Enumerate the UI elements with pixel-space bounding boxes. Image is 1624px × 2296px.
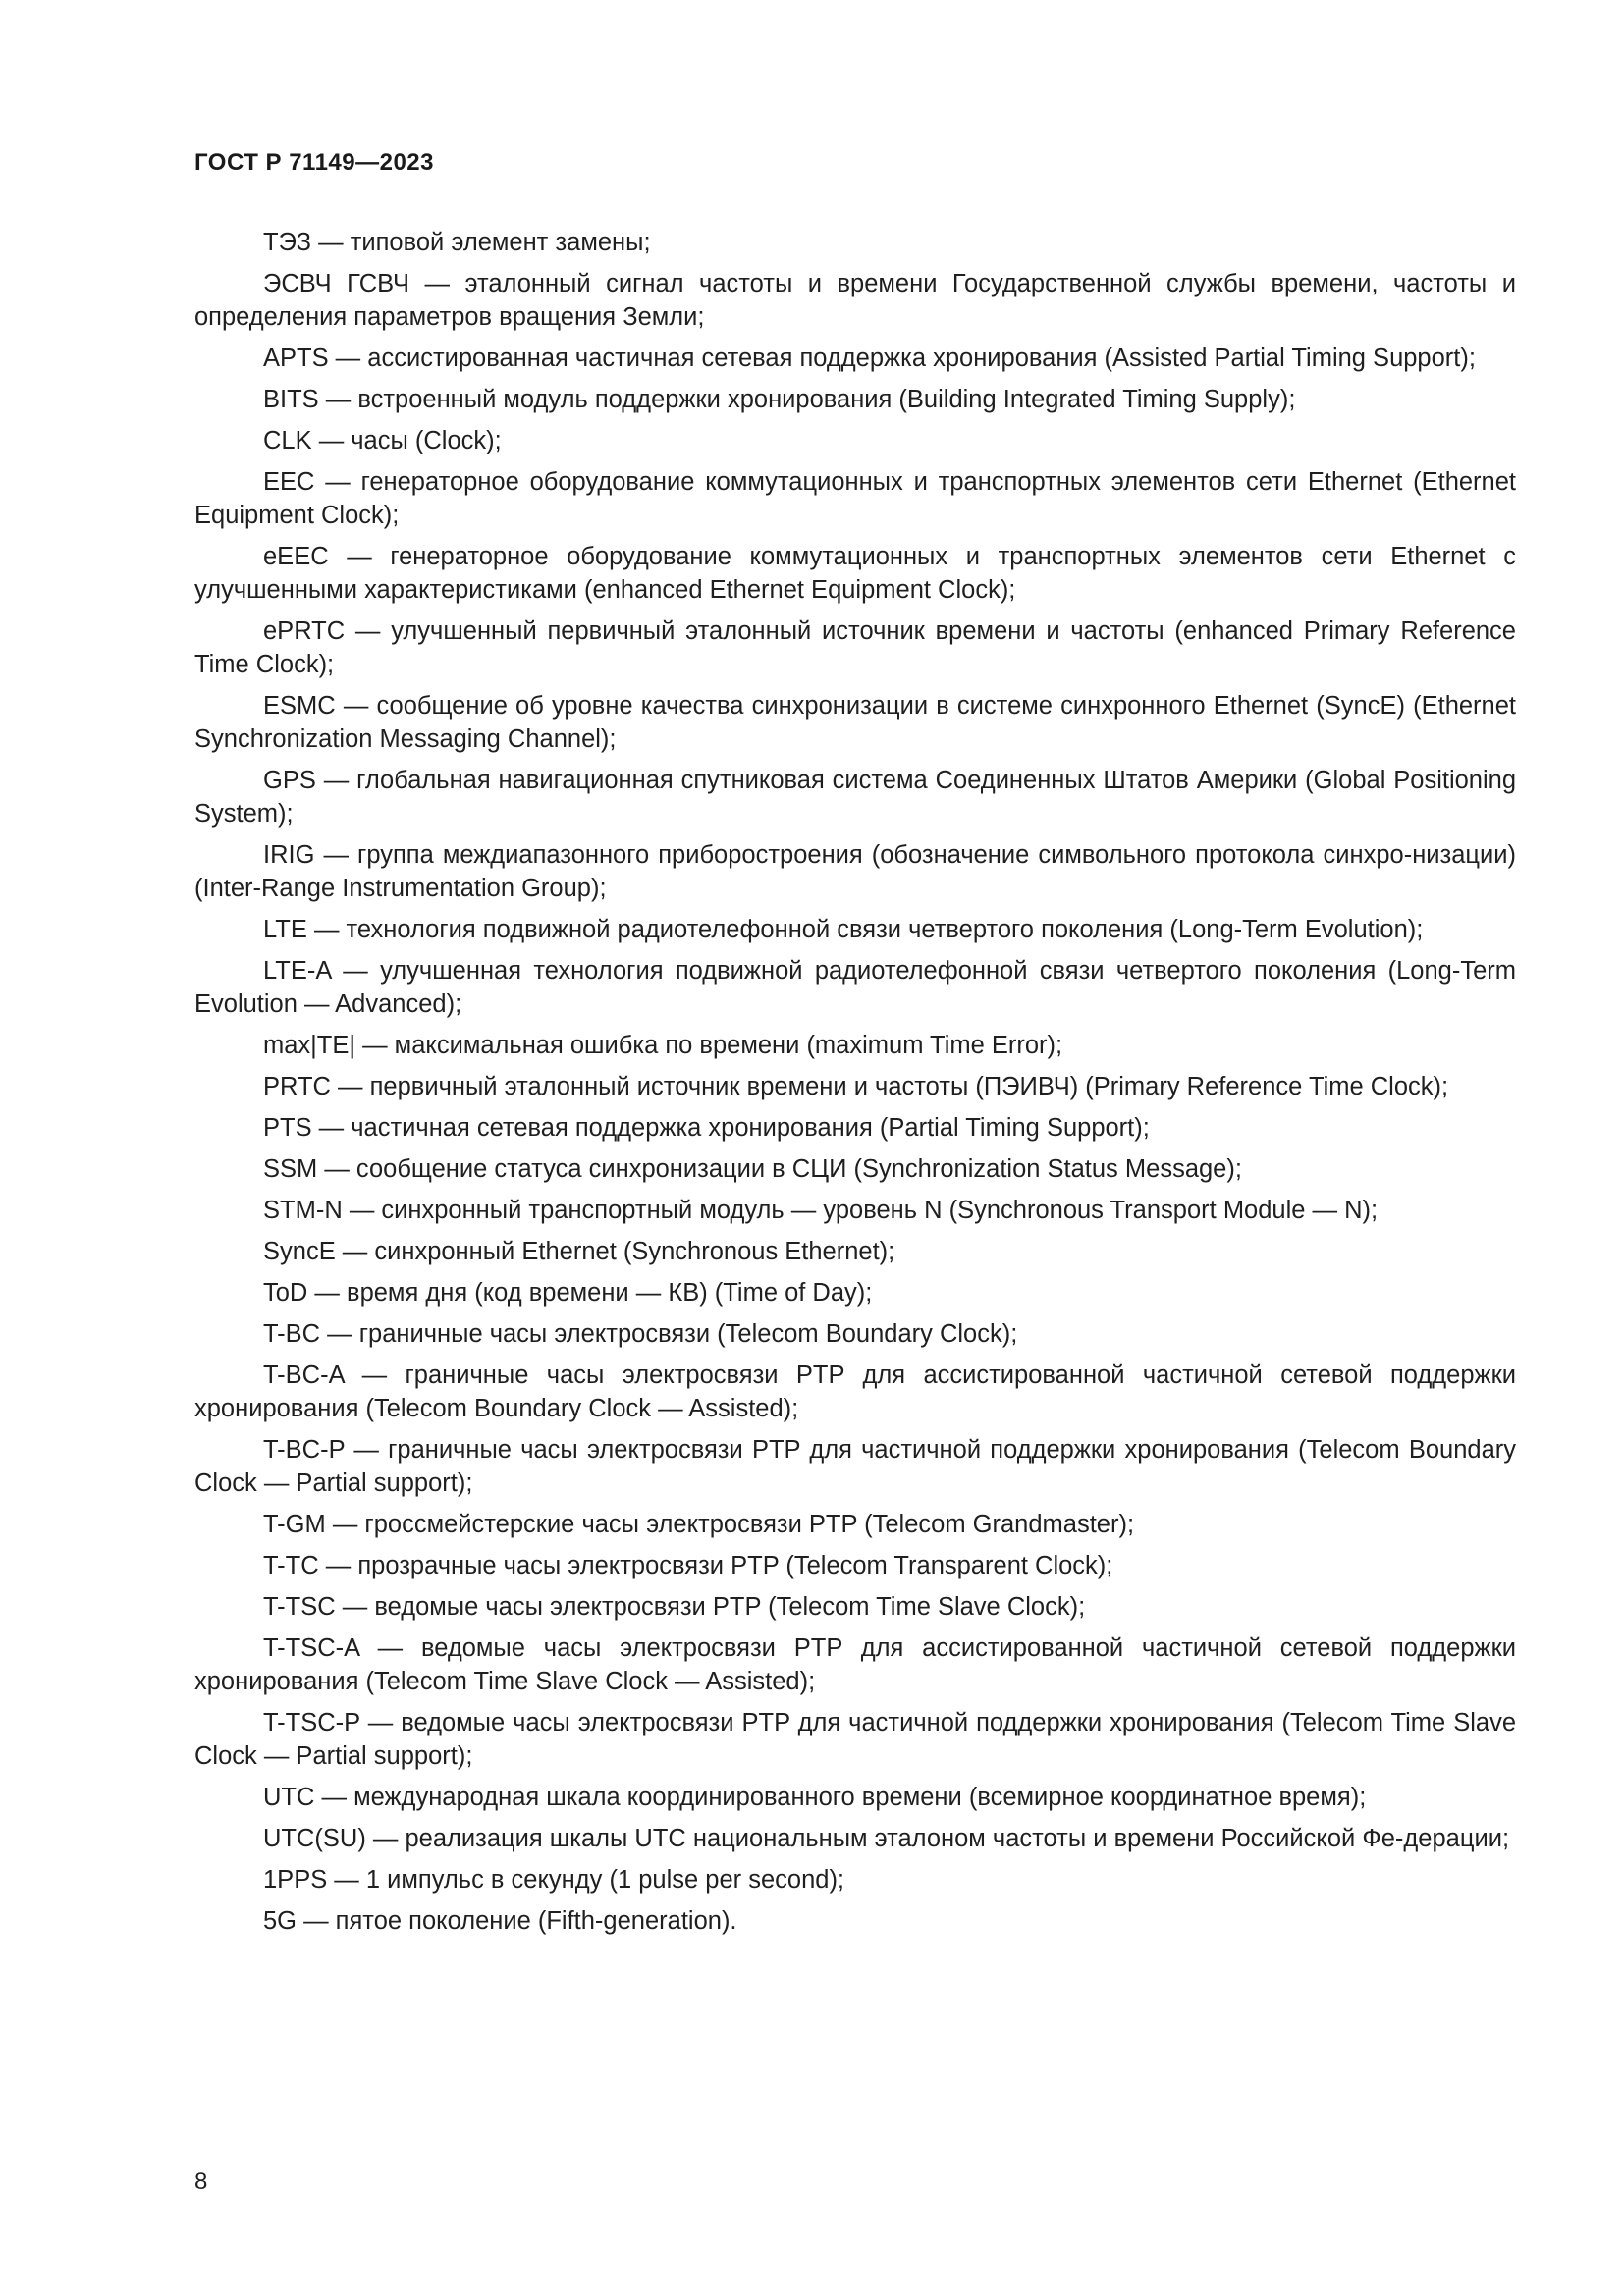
abbreviation-entry: T-TSC-P — ведомые часы электросвязи PTP для частичной поддержки хронирования (Telecom Time Slave Clock — Partial support); (194, 1709, 1516, 1770)
abbreviation-entry: T-TSC — ведомые часы электросвязи PTP (Telecom Time Slave Clock); (263, 1593, 1086, 1621)
abbreviation-entry: GPS — глобальная навигационная спутниковая система Соединенных Штатов Америки (Global Positioning System); (194, 767, 1516, 828)
abbreviation-entry: BITS — встроенный модуль поддержки хронирования (Building Integrated Timing Supply); (263, 386, 1296, 413)
page-number: 8 (194, 2168, 208, 2195)
abbreviation-entry: UTC — международная шкала координированного времени (всемирное координатное время); (263, 1784, 1367, 1811)
abbreviation-entry: IRIG — группа междиапазонного приборостроения (обозначение символьного протокола синхро-низации) (Inter-Range Instrumentation Group); (194, 841, 1516, 902)
abbreviation-entry: PRTC — первичный эталонный источник времени и частоты (ПЭИВЧ) (Primary Reference Time Clock); (263, 1073, 1449, 1100)
abbreviation-entry: LTE-A — улучшенная технология подвижной радиотелефонной связи четвертого поколения (Long-Term Evolution — Advanced); (194, 957, 1516, 1018)
abbreviation-entry: ЭСВЧ ГСВЧ — эталонный сигнал частоты и времени Государственной службы времени, частоты и определения параметров вращения Земли; (194, 270, 1516, 331)
abbreviation-entry: LTE — технология подвижной радиотелефонной связи четвертого поколения (Long-Term Evolution); (263, 916, 1424, 943)
abbreviations-list (194, 226, 1516, 1946)
abbreviation-entry: PTS — частичная сетевая поддержка хронирования (Partial Timing Support); (263, 1114, 1150, 1142)
abbreviation-entry: T-BC-P — граничные часы электросвязи PTP для частичной поддержки хронирования (Telecom Boundary Clock — Partial support); (194, 1436, 1516, 1497)
document-header: ГОСТ Р 71149—2023 (194, 149, 434, 176)
abbreviation-entry: 5G — пятое поколение (Fifth-generation). (263, 1907, 737, 1935)
abbreviation-entry: T-TSC-A — ведомые часы электросвязи PTP для ассистированной частичной сетевой поддержки хронирования (Telecom Time Slave Clock — Assisted); (194, 1634, 1516, 1695)
abbreviation-entry: T-TC — прозрачные часы электросвязи PTP (Telecom Transparent Clock); (263, 1552, 1113, 1579)
abbreviation-entry: ТЭЗ — типовой элемент замены; (263, 229, 651, 256)
abbreviation-entry: max|TE| — максимальная ошибка по времени (maximum Time Error); (263, 1032, 1063, 1059)
abbreviation-entry: UTC(SU) — реализация шкалы UTC национальным эталоном частоты и времени Российской Фе-дерации; (263, 1825, 1510, 1852)
abbreviation-entry: SyncE — синхронный Ethernet (Synchronous Ethernet); (263, 1238, 895, 1265)
abbreviation-entry: EEC — генераторное оборудование коммутационных и транспортных элементов сети Ethernet (Ethernet Equipment Clock); (194, 468, 1516, 529)
abbreviation-entry: ESMC — сообщение об уровне качества синхронизации в системе синхронного Ethernet (SyncE) (Ethernet Synchronization Messaging Channel); (194, 692, 1516, 753)
abbreviation-entry: eEEC — генераторное оборудование коммутационных и транспортных элементов сети Ethernet с улучшенными характеристиками (enhanced Ethernet Equipment Clock); (194, 543, 1516, 604)
abbreviation-entry: 1PPS — 1 импульс в секунду (1 pulse per second); (263, 1866, 845, 1894)
abbreviation-entry: ePRTC — улучшенный первичный эталонный источник времени и частоты (enhanced Primary Reference Time Clock); (194, 617, 1516, 678)
abbreviation-entry: APTS — ассистированная частичная сетевая поддержка хронирования (Assisted Partial Timing Support); (263, 345, 1476, 372)
abbreviation-entry: T-BC-A — граничные часы электросвязи PTP для ассистированной частичной сетевой поддержки хронирования (Telecom Boundary Clock — Assisted); (194, 1362, 1516, 1422)
abbreviation-entry: T-GM — гроссмейстерские часы электросвязи PTP (Telecom Grandmaster); (263, 1511, 1135, 1538)
abbreviation-entry: CLK — часы (Clock); (263, 427, 502, 454)
abbreviation-entry: SSM — сообщение статуса синхронизации в СЦИ (Synchronization Status Message); (263, 1155, 1242, 1183)
abbreviation-entry: ToD — время дня (код времени — КВ) (Time of Day); (263, 1279, 873, 1307)
abbreviation-entry: T-BC — граничные часы электросвязи (Telecom Boundary Clock); (263, 1320, 1018, 1348)
abbreviation-entry: STM-N — синхронный транспортный модуль — уровень N (Synchronous Transport Module — N); (263, 1197, 1379, 1224)
